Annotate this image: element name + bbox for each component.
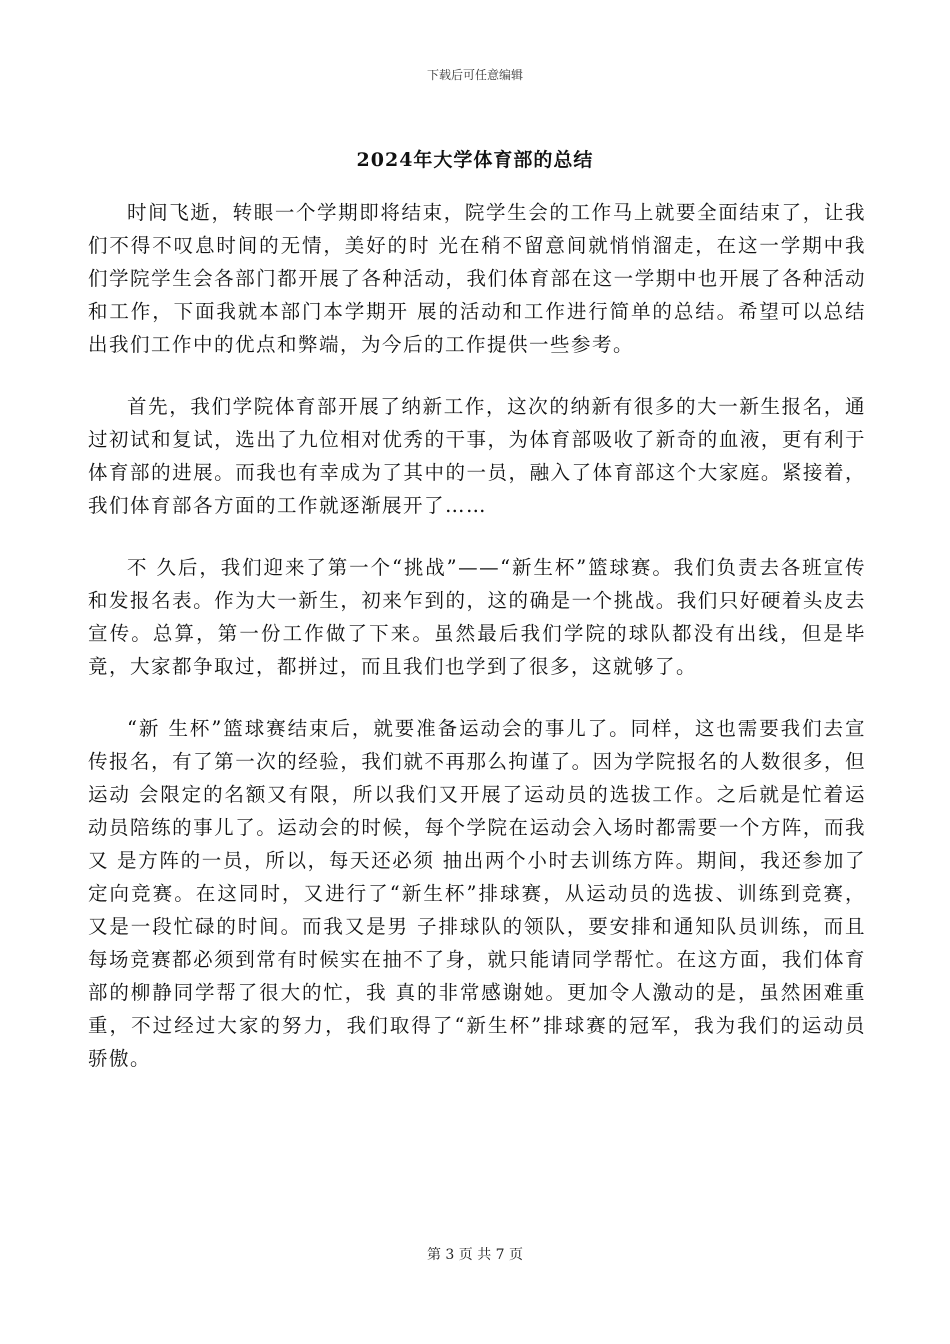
header-note: 下载后可任意编辑 [426,68,523,82]
paragraph-3: 不 久后，我们迎来了第一个“挑战”——“新生杯”篮球赛。我们负责去各班宣传和发报名表。作为大一新生，初来乍到的，这的确是一个挑战。我们只好硬着头皮去 宣传。总算，第一份工作做了下来。虽然最后我们学院的球队都没有出线，但是毕竟，大家都争取过，都拼过，而且我们也学到了很多，这就够了。 [88,556,866,678]
document-title: 2024年大学体育部的总结 [356,149,594,171]
page-number: 第 3 页 共 7 页 [426,1247,524,1263]
document-body [88,196,866,1075]
paragraph-4: “新 生杯”篮球赛结束后，就要准备运动会的事儿了。同样，这也需要我们去宣传报名，有了第一次的经验，我们就不再那么拘谨了。因为学院报名的人数很多，但运动 会限定的名额又有限，所以我们又开展了运动员的选拔工作。之后就是忙着运动员陪练的事儿了。运动会的时候，每个学院在运动会入场时都需要一个方阵，而我又 是方阵的一员，所以，每天还必须 抽出两个小时去训练方阵。期间，我还参加了定向竞赛。在这同时，又进行了“新生杯”排球赛，从运动员的选拔、训练到竞赛，又是一段忙碌的时间。而我又是男 子排球队的领队，要安排和通知队员训练，而且每场竞赛都必须到常有时候实在抽不了身，就只能请同学帮忙。在这方面，我们体育部的柳静同学帮了很大的忙，我 真的非常感谢她。更加令人激动的是，虽然困难重重，不过经过大家的努力，我们取得了“新生杯”排球赛的冠军，我为我们的运动员骄傲。 [88,717,866,1070]
paragraph-2: 首先，我们学院体育部开展了纳新工作，这次的纳新有很多的大一新生报名，通过初试和复试，选出了九位相对优秀的干事，为体育部吸收了新奇的血液，更有利于体育部的进展。而我也有幸成为了其中的一员，融入了体育部这个大家庭。紧接着，我们体育部各方面的工作就逐渐展开了…… [88,395,866,517]
paragraph-1: 时间飞逝，转眼一个学期即将结束，院学生会的工作马上就要全面结束了，让我们不得不叹息时间的无情，美好的时 光在稍不留意间就悄悄溜走，在这一学期中我们学院学生会各部门都开展了各种活动，我们体育部在这一学期中也开展了各种活动和工作，下面我就本部门本学期开 展的活动和工作进行简单的总结。希望可以总结出我们工作中的优点和弊端，为今后的工作提供一些参考。 [88,201,866,356]
